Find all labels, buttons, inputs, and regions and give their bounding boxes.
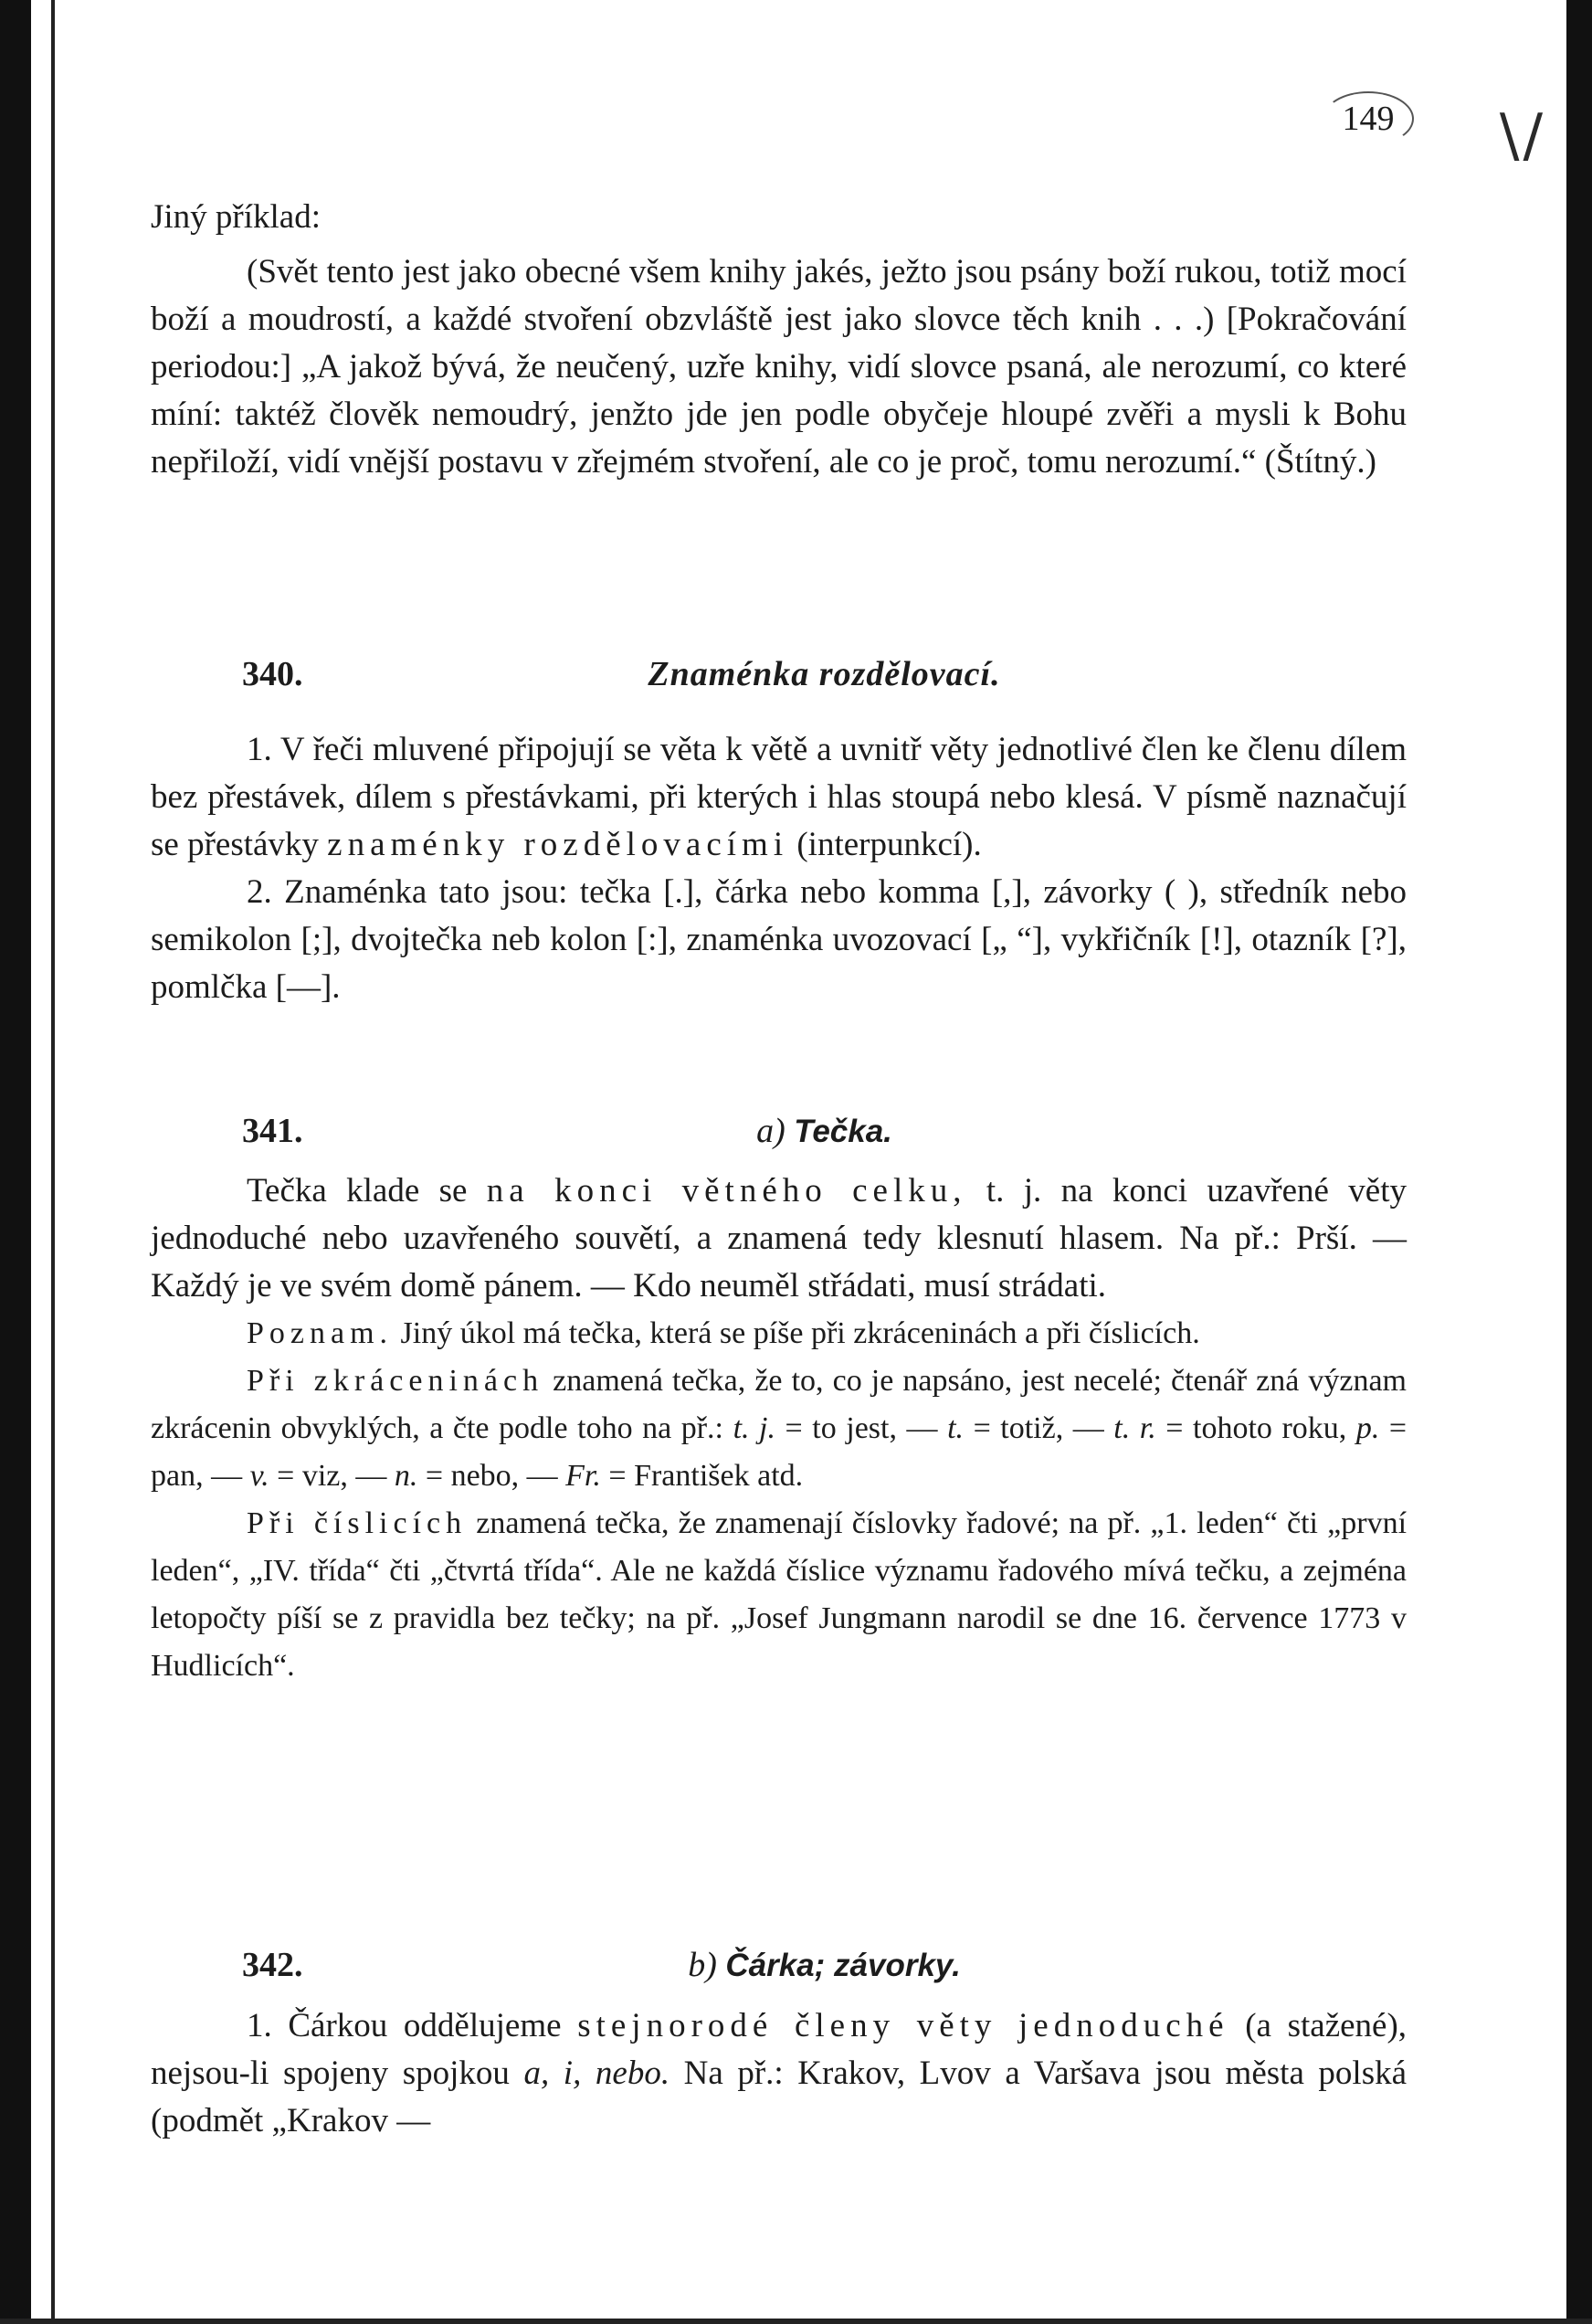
section-341-title-text: Tečka. (794, 1114, 892, 1149)
intro-quote-block (151, 248, 1407, 486)
scan-edge-bottom (0, 2319, 1592, 2324)
section-340-p1-end: (interpunkcí). (796, 826, 982, 863)
section-341-title (242, 1107, 1407, 1156)
section-342-title (242, 1941, 1407, 1990)
scan-edge-left (0, 0, 31, 2324)
section-342-p1-mid: (a stažené), nejsou-li spojeny spojkou (151, 2007, 1407, 2092)
abbr-v: v. (249, 1459, 269, 1493)
section-342-conjunctions: a, i, nebo. (523, 2055, 670, 2092)
section-341-note-text: Jiný úkol má tečka, která se píše při zkráceninách a při číslicích. (400, 1316, 1200, 1350)
section-340-title: Znaménka rozdělovací. (648, 655, 1001, 693)
section-341-letter: a) (756, 1112, 785, 1150)
section-341-p3-text: znamená tečka, že znamenají číslovky řadové; na př. „1. leden“ čti „první leden“, „IV. třída“ čti „čtvrtá třída“. Ale ne každá číslice významu řadového mívá tečku, a zejména letopočty píší se z pravidla bez tečky; na př. „Josef Jungmann narodil se dne 16. července 1773 v Hudlicích“. (151, 1506, 1407, 1683)
section-342-body (151, 2002, 1407, 2145)
section-341-p2-label: Při zkráceninách (247, 1364, 544, 1398)
abbr-tj: t. j. (733, 1411, 775, 1445)
section-342-number: 342. (242, 1946, 303, 1984)
abbr-p: p. (1355, 1411, 1380, 1445)
abbr-v-meaning: = viz, — (277, 1459, 387, 1493)
abbr-tr: t. r. (1113, 1411, 1156, 1445)
section-341-body (151, 1167, 1407, 1690)
corner-mark: \/ (1499, 102, 1546, 170)
section-341-paragraph-3 (151, 1500, 1407, 1690)
section-340-paragraph-1 (151, 726, 1407, 869)
section-341-p1-text: Tečka klade se (247, 1172, 468, 1210)
section-341-paragraph-2 (151, 1357, 1407, 1500)
section-341-note (151, 1310, 1407, 1357)
section-342-heading (242, 1941, 1407, 1989)
section-340-body (151, 726, 1407, 1011)
abbr-tr-meaning: = tohoto roku, (1165, 1411, 1347, 1445)
section-341-p3-label: Při číslicích (247, 1506, 468, 1540)
intro-label-block (151, 194, 1407, 241)
section-342-paragraph-1 (151, 2002, 1407, 2145)
section-342-p1-spaced: stejnorodé členy věty jednoduché (577, 2007, 1229, 2044)
abbr-p-meaning: = pan, — (151, 1411, 1407, 1493)
section-340-paragraph-2: 2. Znaménka tato jsou: tečka [.], čárka nebo komma [,], závorky ( ), středník nebo semikolon [;], dvojtečka neb kolon [:], znaménka uvozovací [„ “], vykřičník [!], otazník [?], pomlčka [—]. (151, 873, 1407, 1006)
section-342-p1-end: Na př.: Krakov, Lvov a Varšava jsou města polská (podmět „Krakov — (151, 2055, 1407, 2139)
section-341-p2-text: znamená tečka, že to, co je napsáno, jest necelé; čtenář zná význam zkrácenin obvyklých, a čte podle toho na př.: (151, 1364, 1407, 1445)
section-341-heading (242, 1107, 1407, 1155)
section-341-p1-spaced: na konci větného celku, (486, 1172, 967, 1210)
abbr-tj-meaning: = to jest, — (785, 1411, 938, 1445)
intro-quote: (Svět tento jest jako obecné všem knihy jakés, ježto jsou psány boží rukou, totiž mocí boží a moudrostí, a každé stvoření obzvláště jest jako slovce těch knih . . .) [Pokračování periodou:] „A jakož bývá, že neučený, uzře knihy, vidí slovce psaná, ale nerozumí, co které míní: taktéž člověk nemoudrý, jenžto jde jen podle obyčeje hloupé zvěři a mysli k Bohu nepřiloží, vidí vnější postavu v zřejmém stvoření, ale co je proč, tomu nerozumí.“ (Štítný.) (151, 253, 1407, 481)
scan-edge-right (1566, 0, 1592, 2324)
abbr-n: n. (394, 1459, 418, 1493)
abbr-t: t. (947, 1411, 965, 1445)
section-341-paragraph-1 (151, 1167, 1407, 1310)
section-341-note-label: Poznam. (247, 1316, 394, 1350)
section-342-title-text: Čárka; závorky. (725, 1948, 961, 1983)
section-340-p1-text: 1. V řeči mluvené připojují se věta k větě a uvnitř věty jednotlivé člen ke členu dílem bez přestávek, dílem s přestávkami, při kterých i hlas stoupá nebo klesá. V písmě naznačují se přestávky (151, 731, 1407, 863)
section-340-p1-spaced: znaménky rozdělovacími (327, 826, 789, 863)
page-number: 149 (1323, 91, 1414, 146)
section-341-number: 341. (242, 1112, 303, 1150)
scan-edge-line (51, 0, 55, 2324)
abbr-n-meaning: = nebo, — (425, 1459, 558, 1493)
section-341-p1-end: t. j. na konci uzavřené věty jednoduché nebo uzavřeného souvětí, a znamená tedy klesnutí hlasem. Na př.: Prší. — Každý je ve svém domě pánem. — Kdo neuměl střádati, musí strádati. (151, 1172, 1407, 1305)
abbr-fr: Fr. (565, 1459, 601, 1493)
abbr-fr-meaning: = František atd. (608, 1459, 804, 1493)
abbr-t-meaning: = totiž, — (973, 1411, 1104, 1445)
section-342-letter: b) (688, 1946, 717, 1984)
section-340-number: 340. (242, 655, 303, 693)
section-340-heading (242, 650, 1407, 698)
intro-label: Jiný příklad: (151, 198, 322, 236)
section-342-p1-text: 1. Čárkou oddělujeme (247, 2007, 562, 2044)
